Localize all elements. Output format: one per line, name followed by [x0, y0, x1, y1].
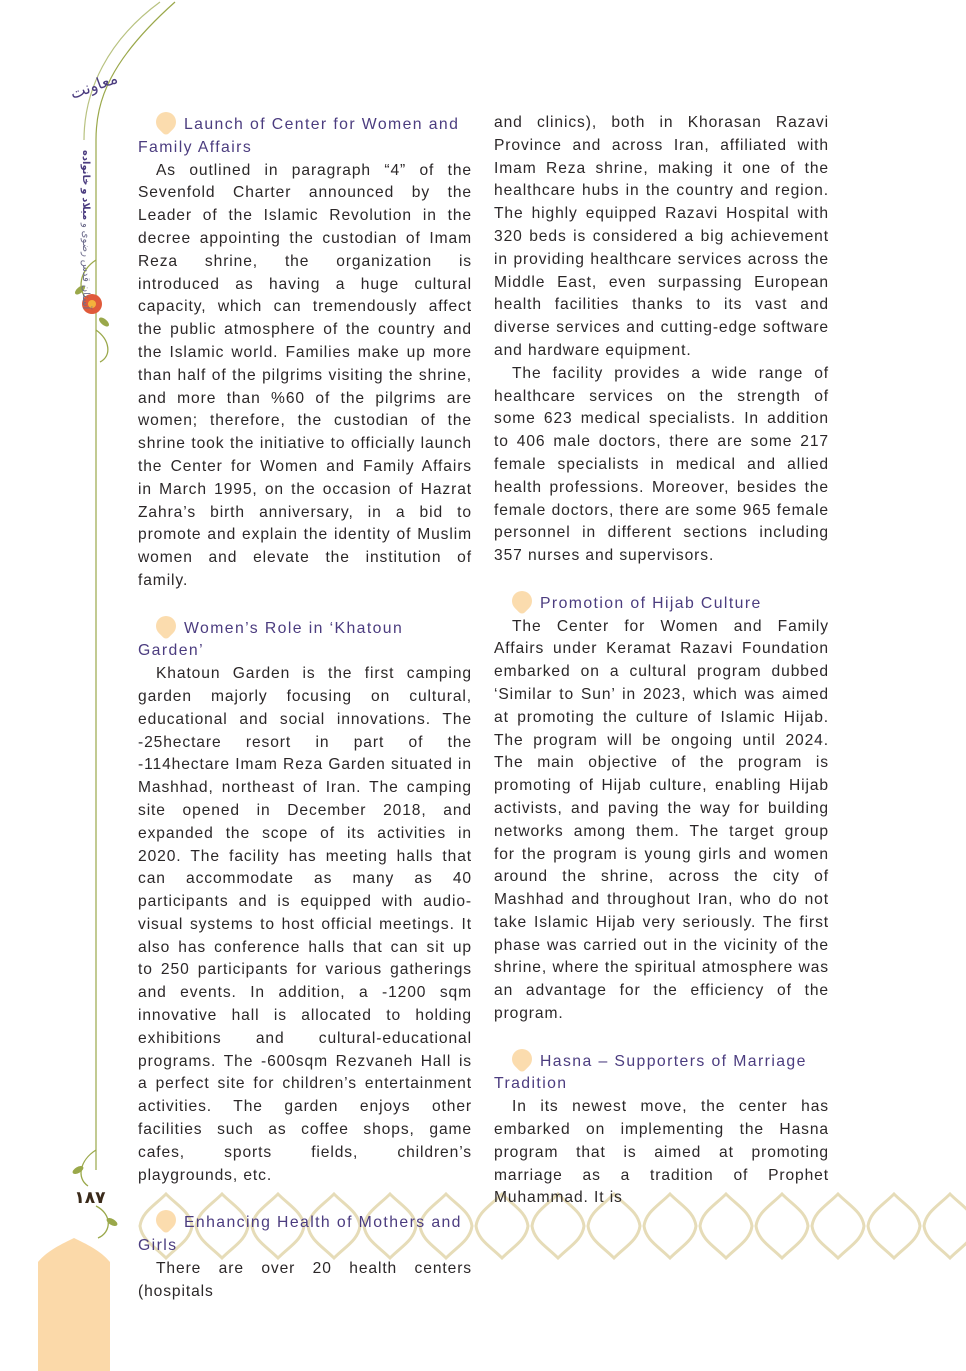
heading-text: Promotion of Hijab Culture: [540, 594, 762, 612]
paragraph: There are over 20 health centers (hospitals: [138, 1259, 472, 1300]
section-health-mothers-girls: [138, 1210, 472, 1303]
logo-calligraphy: معاونت: [67, 68, 121, 103]
bullet-icon: [152, 108, 180, 136]
running-title: [80, 150, 91, 309]
section-heading: [494, 591, 829, 616]
section-heading: [138, 1210, 472, 1258]
left-column: [138, 112, 472, 1303]
section-heading: [138, 112, 472, 160]
heading-text: Launch of Center for Women and Family Affairs: [138, 116, 460, 156]
right-column: [494, 112, 829, 1210]
running-title-text: آستان قدس رضوی و: [80, 223, 91, 310]
paragraph: In its newest move, the center has embarked on implementing the Hasna program that is aimed at promoting marriage as a tradition of Prophet Muhammad. It is: [494, 1098, 829, 1207]
section-hasna: [494, 1049, 829, 1211]
heading-text: Enhancing Health of Mothers and Girls: [138, 1214, 462, 1255]
heading-text: Women’s Role in ‘Khatoun Garden’: [138, 619, 404, 660]
section-heading: [494, 1049, 829, 1097]
bullet-icon: [508, 1045, 536, 1073]
paragraph: and clinics), both in Khorasan Razavi Province and across Iran, affiliated with Imam Reza shrine, making it one of the healthcare hubs in the country and region. The highly equipped Razavi Hospital with 320 beds is considered a big achievement in providing healthcare services across the Middle East, even surpassing European health facilities thanks to its vast and diverse services and cutting-edge software and hardware equipment.: [494, 114, 829, 359]
paragraph: The Center for Women and Family Affairs under Keramat Razavi Foundation embarked on a cultural program dubbed ‘Similar to Sun’ in 2023, which was aimed at promoting the culture of Islamic Hijab. The program will be ongoing until 2024. The main objective of the program is promoting of Hijab culture, enabling Hijab activists, and paving the way for building networks among them. The target group for the program is young girls and women around the shrine, across the city of Mashhad and throughout Iran, who do not take Islamic Hijab very seriously. The first phase was carried out in the vicinity of the shrine, where the spiritual atmosphere was an advantage for the efficiency of the program.: [494, 617, 829, 1023]
bullet-icon: [152, 611, 180, 639]
section-women-family-center: [138, 112, 472, 593]
section-hijab-culture: [494, 591, 829, 1026]
bullet-icon: [508, 587, 536, 615]
section-heading: [138, 616, 472, 664]
bullet-icon: [152, 1206, 180, 1234]
running-title-emphasis: میلاد و خانواده: [80, 150, 91, 221]
paragraph: As outlined in paragraph “4” of the Sevenfold Charter announced by the Leader of the Islamic Revolution in the decree appointing the custodian of Imam Reza shrine, the organization is introduced as having a huge cultural capacity, which can tremendously affect the public atmosphere of the country and the Islamic world. Families make up more than half of the pilgrims visiting the shrine, and more than %60 of the pilgrims are women; therefore, the custodian of the shrine took the initiative to officially launch the Center for Women and Family Affairs in March 1995, on the occasion of Hazrat Zahra’s birth anniversary, in a bid to promote and explain the identity of Muslim women and elevate the institution of family.: [138, 161, 472, 589]
section-khatoun-garden: [138, 616, 472, 1188]
paragraph: Khatoun Garden is the first camping garden majorly focusing on cultural, educational and social innovations. The -25hectare resort in part of the -114hectare Imam Reza Garden situated in Mashhad, northeast of Iran. The camping site opened in December 2018, and expanded the scope of its activities in 2020. The facility has meeting halls that can accommodate as many as 40 participants and is equipped with audio-visual systems to host official meetings. It also has conference halls that can sit up to 250 participants for various gatherings and events. In addition, a -1200 sqm innovative hall is allocated to holding exhibitions and cultural-educational programs. The -600sqm Rezvaneh Hall is a perfect site for children’s entertainment activities. The garden enjoys other facilities such as coffee shops, game cafes, sports fields, children’s playgrounds, etc.: [138, 665, 472, 1184]
page-number: ۱۸۷: [74, 1188, 106, 1207]
heading-text: Hasna – Supporters of Marriage Tradition: [494, 1052, 807, 1093]
paragraph: The facility provides a wide range of healthcare services on the strength of some 623 medical specialists. In addition to 406 male doctors, there are some 217 female specialists in medical and allied health professions. Moreover, besides the female doctors, there are some 965 female personnel in different sections including 357 nurses and supervisors.: [494, 364, 829, 565]
